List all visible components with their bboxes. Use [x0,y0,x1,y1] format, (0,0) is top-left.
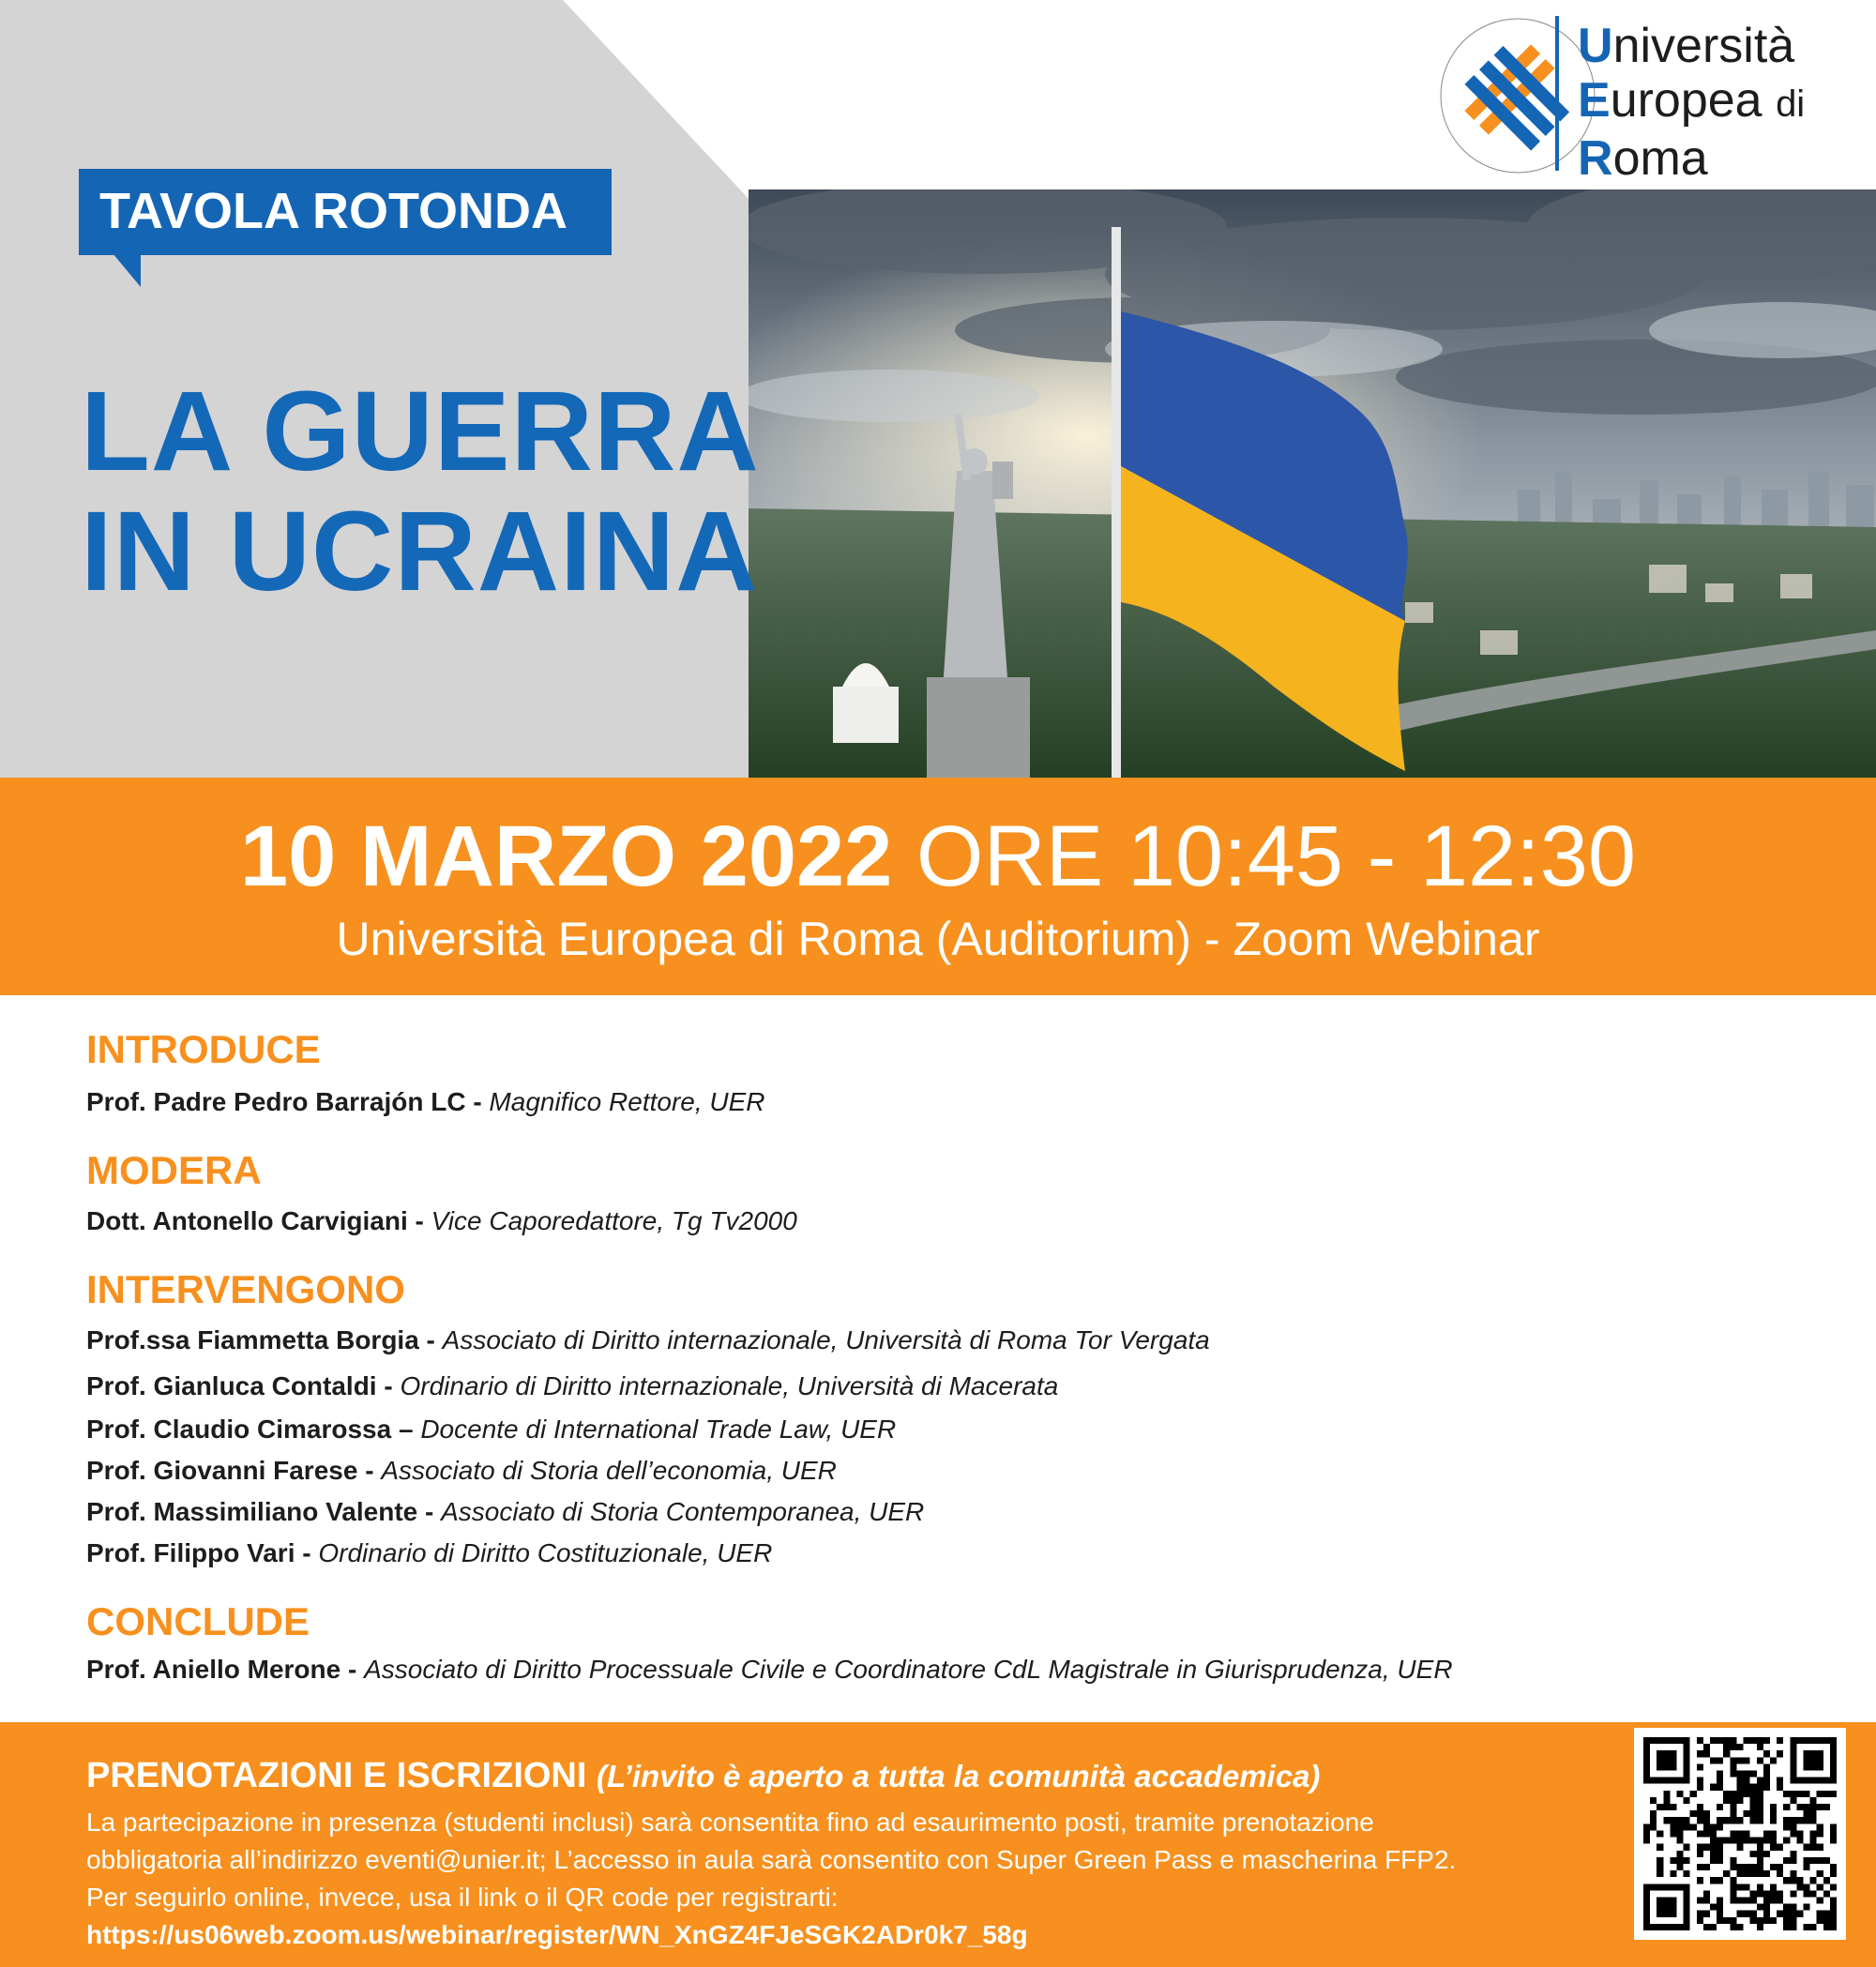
person-name: Prof.ssa Fiammetta Borgia - [86,1325,435,1354]
event-venue: Università Europea di Roma (Auditorium) - Zoom Webinar [336,913,1540,965]
person-name: Prof. Filippo Vari - [86,1538,311,1567]
person-role: Associato di Storia dell’economia, UER [381,1456,837,1485]
registration-heading [86,1752,1320,1800]
ukraine-flag-photo [749,189,1876,778]
section-introduce: INTRODUCE [86,1027,321,1071]
speaker-row [86,1414,896,1445]
section-modera: MODERA [86,1148,262,1192]
qr-code-icon[interactable] [1643,1737,1837,1930]
person-name: Prof. Giovanni Farese - [86,1456,374,1485]
event-type-tag: TAVOLA ROTONDA [99,183,567,239]
speaker-row [86,1537,772,1569]
logo-text-1: niversità [1612,19,1795,73]
logo-cap-r: R [1578,131,1613,186]
introduce-person [86,1086,765,1118]
logo-text-3: oma [1612,131,1708,186]
title-line-1: LA GUERRA [81,367,760,494]
speaker-row [86,1324,1210,1356]
event-datetime [0,805,1876,908]
person-role: Associato di Diritto Processuale Civile e Coordinatore CdL Magistrale in Giurisprudenza, UER [364,1655,1453,1684]
section-conclude: CONCLUDE [86,1599,310,1643]
event-date: 10 MARZO 2022 [239,809,893,904]
person-role: Ordinario di Diritto Costituzionale, UER [318,1538,773,1567]
registration-link[interactable]: https://us06web.zoom.us/webinar/register/WN_XnGZ4FJeSGK2ADr0k7_58g [86,1920,1028,1949]
logo-cap-u: U [1578,19,1613,73]
registration-text-line: Per seguirlo online, invece, usa il link o il QR code per registrarti: [86,1883,839,1912]
person-name: Prof. Massimiliano Valente - [86,1497,434,1526]
speaker-row [86,1455,837,1487]
registration-title: PRENOTAZIONI E ISCRIZIONI [86,1756,587,1795]
section-intervengono: INTERVENGONO [86,1267,405,1311]
person-name: Prof. Aniello Merone - [86,1655,357,1684]
modera-person [86,1205,797,1237]
person-name: Dott. Antonello Carvigiani - [86,1206,424,1235]
person-role: Magnifico Rettore, UER [489,1087,765,1116]
logo-wordmark [1578,19,1805,186]
person-name: Prof. Padre Pedro Barrajón LC - [86,1087,482,1116]
conclude-person [86,1654,1453,1686]
person-role: Associato di Storia Contemporanea, UER [441,1497,925,1526]
person-name: Prof. Gianluca Contaldi - [86,1371,393,1400]
event-time: ORE 10:45 - 12:30 [915,809,1637,904]
person-role: Vice Caporedattore, Tg Tv2000 [431,1206,797,1235]
person-role: Associato di Diritto internazionale, Università di Roma Tor Vergata [442,1325,1210,1354]
logo-text-2: uropea [1610,73,1763,128]
registration-text-line: obbligatoria all’indirizzo eventi@unier.it; L’accesso in aula sarà consentito con Super Green Pass e mascherina FFP2. [86,1845,1457,1874]
logo-motto [1435,150,1445,151]
logo-text-di: di [1776,83,1806,125]
person-name: Prof. Claudio Cimarossa – [86,1415,414,1444]
speaker-row [86,1370,1058,1402]
registration-note: (L’invito è aperto a tutta la comunità accademica) [597,1759,1321,1793]
person-role: Ordinario di Diritto internazionale, Università di Macerata [400,1371,1059,1400]
registration-text-line: La partecipazione in presenza (studenti inclusi) sarà consentita fino ad esaurimento posti, tramite prenotazione [86,1808,1374,1837]
logo-cap-e: E [1578,73,1611,128]
person-role: Docente di International Trade Law, UER [420,1415,897,1444]
event-title [81,367,760,614]
title-line-2: IN UCRAINA [81,487,759,614]
speaker-row [86,1496,924,1528]
tag-pointer [113,253,141,287]
